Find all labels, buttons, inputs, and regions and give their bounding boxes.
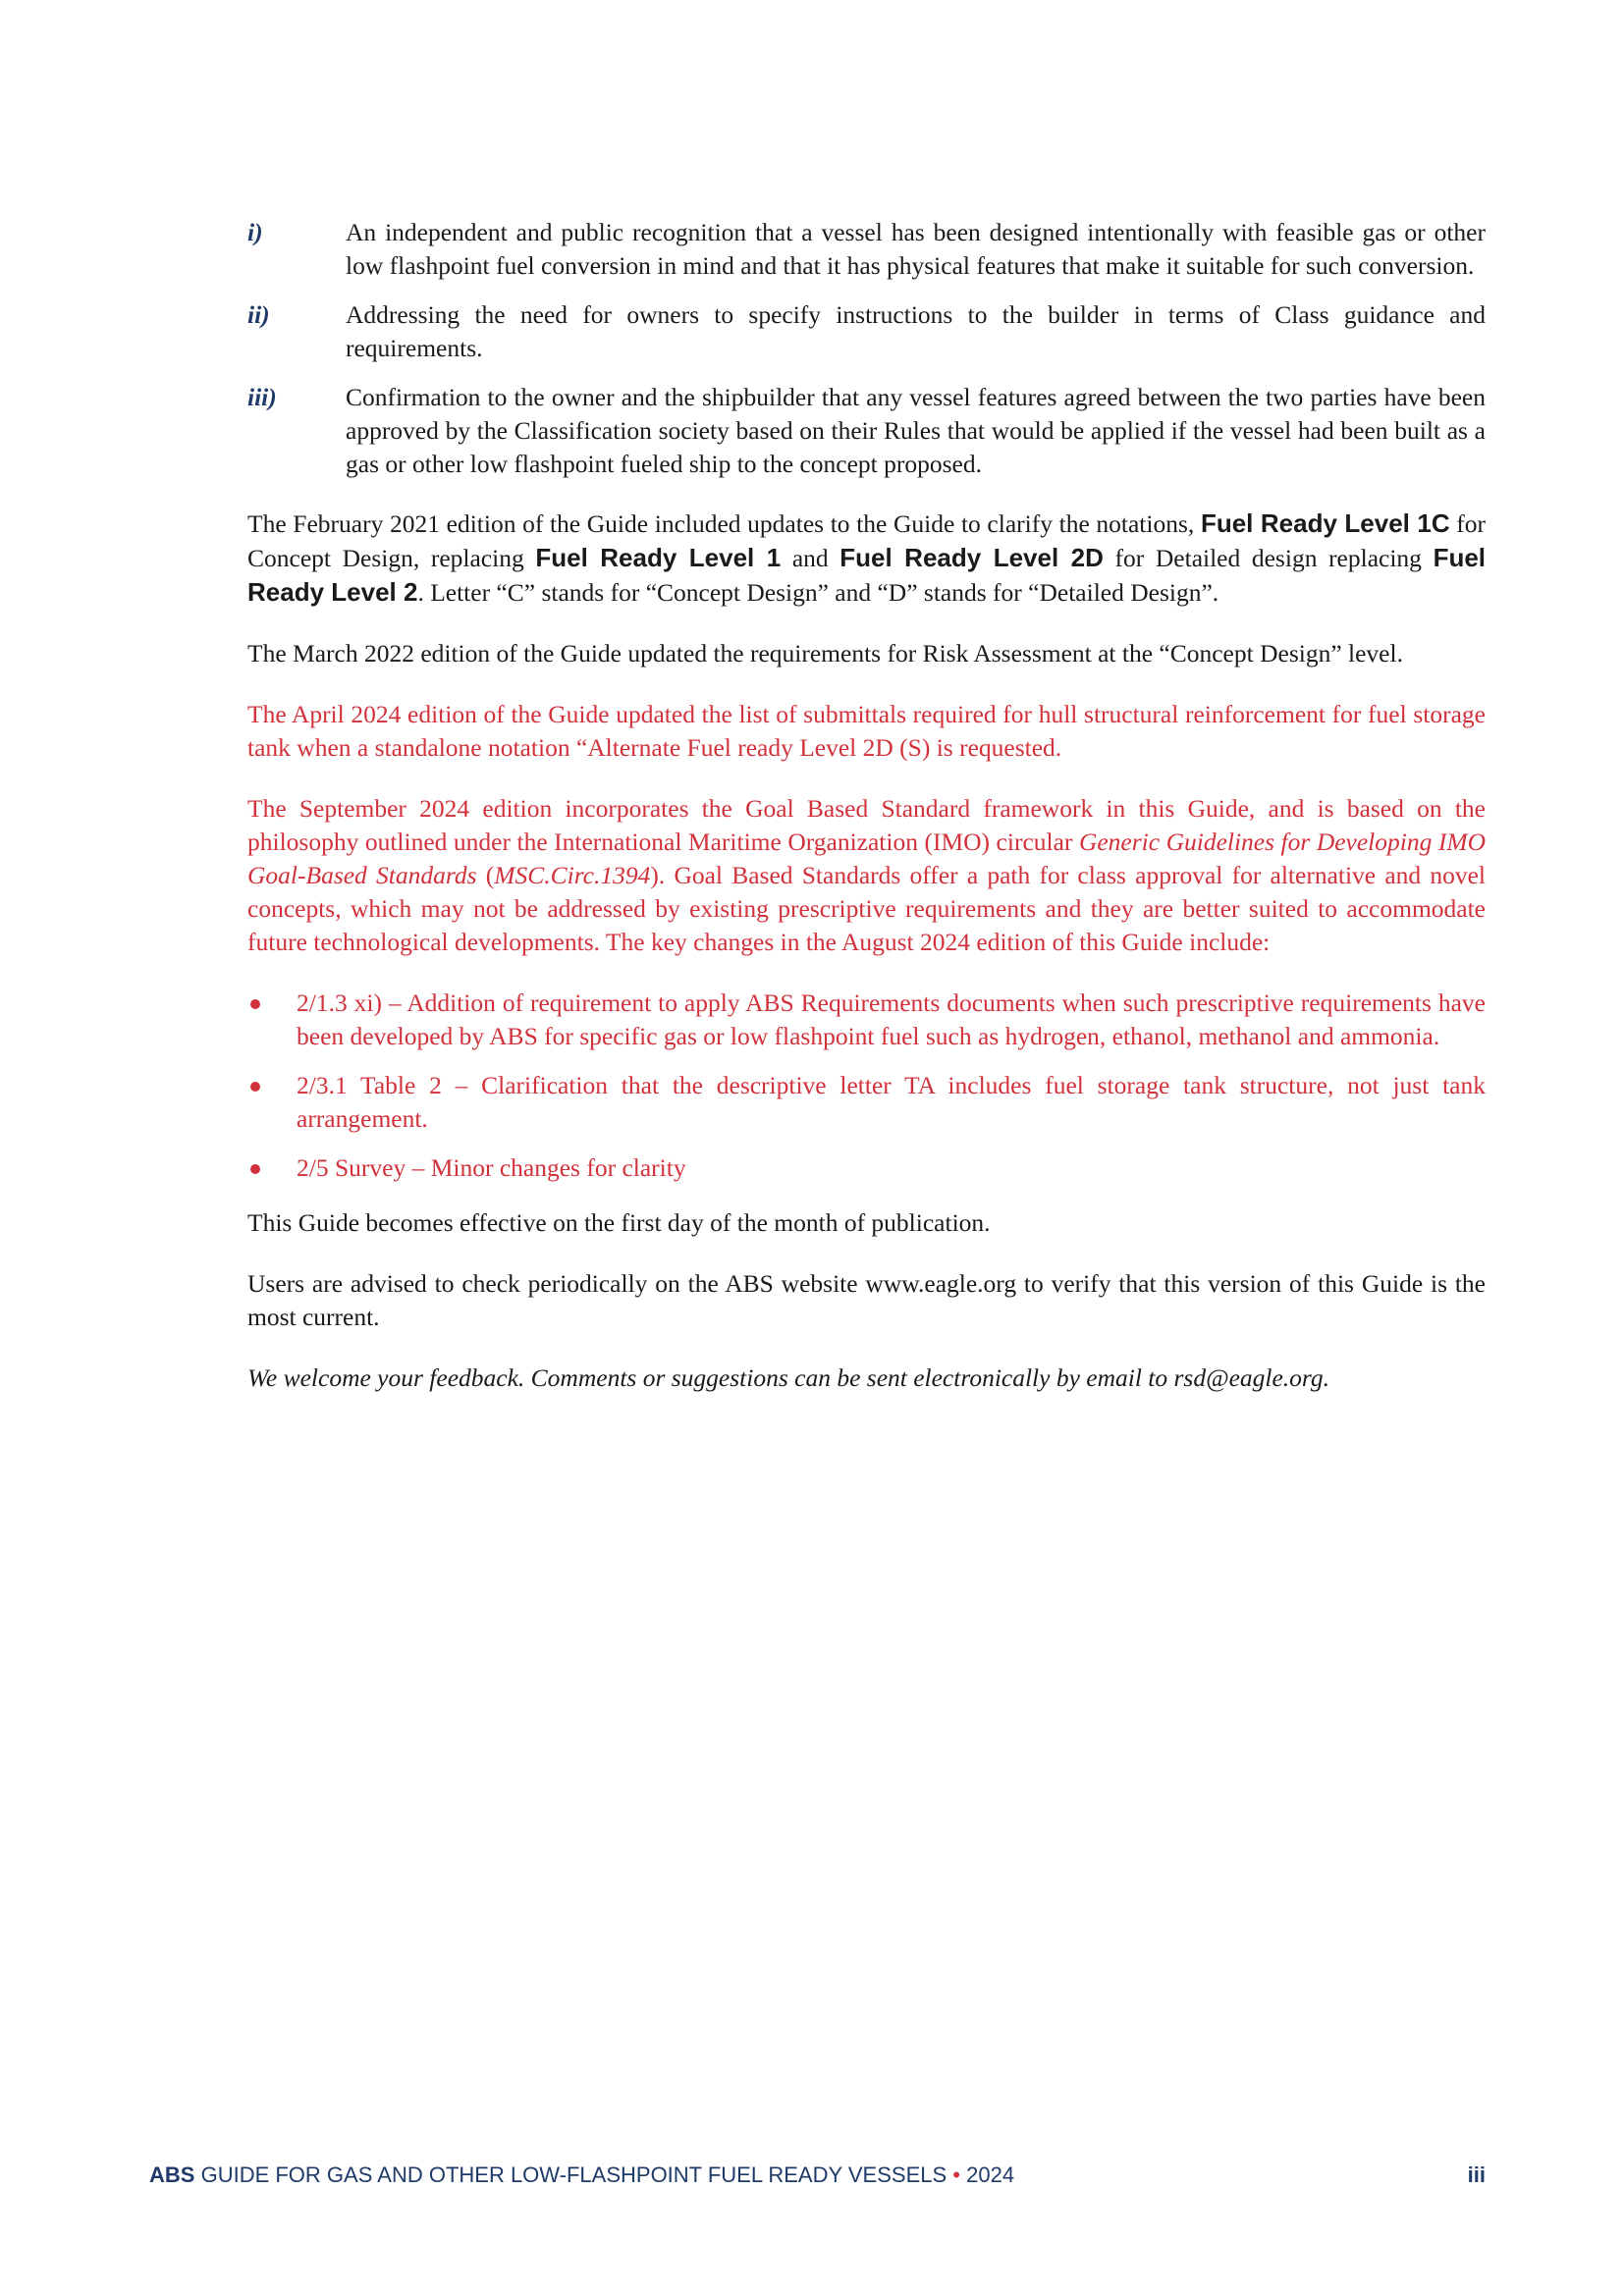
- text-span: for Concept Design, replacing: [247, 509, 1487, 572]
- text-span: ). Goal Based Standards offer a path for class approval for alternative and novel concepts, which may not be addressed by existing prescriptive requirements and they are better suited to accommodate future technological developments. The key changes in the August 2024 edition of this Guide include:: [247, 861, 1487, 956]
- list-item: [247, 216, 1486, 283]
- notation-label: Fuel Ready Level 1C: [1200, 508, 1450, 538]
- list-item-text: 2/5 Survey – Minor changes for clarity: [297, 1153, 686, 1182]
- list-item: [247, 1069, 1486, 1136]
- brand-label: ABS: [149, 2163, 195, 2187]
- text-span: . Letter “C” stands for “Concept Design” and “D” stands for “Detailed Design”.: [417, 578, 1219, 607]
- text-span: The September 2024 edition incorporates the Goal Based Standard framework in this Guide, and is based on the philosophy outlined under the International Maritime Organization (IMO) circular: [247, 794, 1486, 856]
- bullet-icon: [247, 987, 297, 1053]
- list-marker: iii): [247, 383, 277, 411]
- paragraph-effective: This Guide becomes effective on the first day of the month of publication.: [247, 1208, 991, 1237]
- list-marker: i): [247, 218, 263, 246]
- list-item-text: Confirmation to the owner and the shipbuilder that any vessel features agreed between the two parties have been approved by the Classification society based on their Rules that would be applied if the vessel had been built as a gas or other low flashpoint fueled ship to the concept proposed.: [346, 383, 1486, 478]
- page-number: iii: [1467, 2163, 1486, 2187]
- bullet-icon: [247, 1151, 297, 1185]
- footer-year: 2024: [966, 2163, 1015, 2187]
- list-item: [247, 298, 1486, 365]
- changes-list: [247, 987, 1486, 1185]
- notation-label: Fuel Ready Level 2: [247, 543, 1487, 607]
- guide-title: GUIDE FOR GAS AND OTHER LOW-FLASHPOINT FUEL READY VESSELS: [200, 2163, 947, 2187]
- list-item-text: An independent and public recognition that a vessel has been designed intentionally with feasible gas or other low flashpoint fuel conversion in mind and that it has physical features that make it suitable for such conversion.: [346, 218, 1486, 280]
- roman-list: [247, 216, 1486, 481]
- page-footer: [149, 2163, 1486, 2188]
- footer-title-block: [149, 2163, 1014, 2188]
- bullet-icon: [247, 1069, 297, 1136]
- notation-label: Fuel Ready Level 1: [535, 543, 782, 572]
- text-span: The February 2021 edition of the Guide included updates to the Guide to clarify the notations,: [247, 509, 1195, 538]
- circular-reference: MSC.Circ.1394: [494, 861, 651, 889]
- notation-label: Fuel Ready Level 2D: [839, 543, 1104, 572]
- list-item: [247, 987, 1486, 1053]
- text-span: (: [485, 861, 495, 889]
- paragraph-users: Users are advised to check periodically on the ABS website www.eagle.org to verify that this version of this Guide is the most current.: [247, 1269, 1486, 1331]
- list-item: [247, 1151, 1486, 1185]
- paragraph-mar-2022: The March 2022 edition of the Guide updated the requirements for Risk Assessment at the “Concept Design” level.: [247, 639, 1403, 667]
- list-item-text: 2/3.1 Table 2 – Clarification that the descriptive letter TA includes fuel storage tank structure, not just tank arrangement.: [297, 1071, 1486, 1133]
- paragraph-sep-2024: [247, 792, 1486, 959]
- text-span: and: [791, 544, 829, 572]
- page-body: [247, 216, 1486, 1422]
- list-item: [247, 381, 1486, 481]
- list-item-text: Addressing the need for owners to specify instructions to the builder in terms of Class guidance and requirements.: [346, 300, 1486, 362]
- paragraph-feedback: We welcome your feedback. Comments or suggestions can be sent electronically by email to rsd@eagle.org.: [247, 1363, 1330, 1392]
- text-span: for Detailed design replacing: [1114, 544, 1422, 572]
- list-marker: ii): [247, 300, 270, 329]
- separator-dot: •: [952, 2163, 960, 2187]
- paragraph-feb-2021: [247, 507, 1486, 610]
- publication-title: Generic Guidelines for Developing IMO Goal-Based Standards: [247, 828, 1487, 889]
- paragraph-apr-2024: The April 2024 edition of the Guide updated the list of submittals required for hull structural reinforcement for fuel storage tank when a standalone notation “Alternate Fuel ready Level 2D (S) is requested.: [247, 700, 1486, 762]
- list-item-text: 2/1.3 xi) – Addition of requirement to apply ABS Requirements documents when such prescriptive requirements have been developed by ABS for specific gas or low flashpoint fuel such as hydrogen, ethanol, methanol and ammonia.: [297, 988, 1486, 1050]
